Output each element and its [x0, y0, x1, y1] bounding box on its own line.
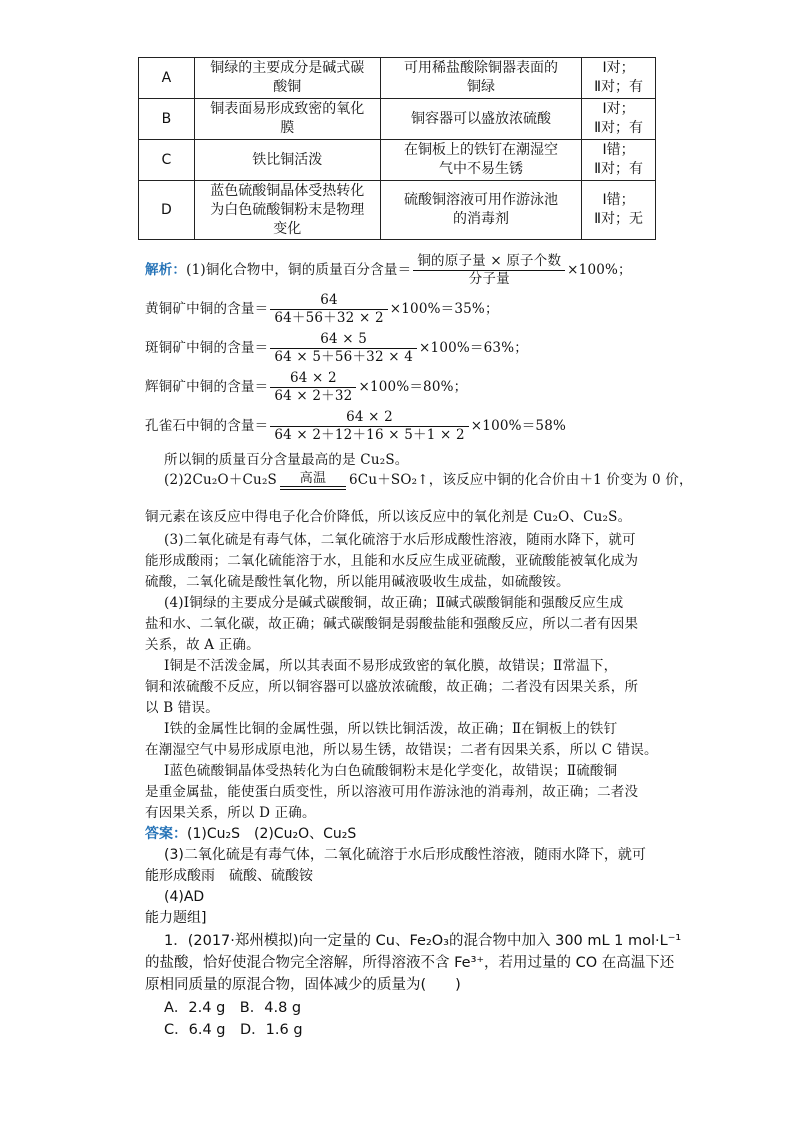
- options-table: [138, 57, 656, 240]
- row-label: B: [139, 99, 195, 140]
- judgement: Ⅰ错； Ⅱ对；无: [582, 181, 656, 240]
- row-label: D: [139, 181, 195, 240]
- fraction: $\frac{64 \times 2}{64 \times 2+32}$: [270, 370, 356, 405]
- analysis-line-6: 所以铜的质量百分含量最高的是 Cu₂S。: [164, 452, 409, 468]
- analysis-line-4: 辉铜矿中铜的含量＝ $\frac{64 \times 2}{64 \times 2+32}$ ×100%＝80%；: [145, 370, 468, 404]
- table-row: [139, 99, 656, 140]
- analysis-line-18: Ⅰ铁的金属性比铜的金属性强，所以铁比铜活泼，故正确；Ⅱ在铜板上的铁钉: [164, 721, 618, 737]
- analysis-line-22: 有因果关系，所以 D 正确。: [145, 805, 316, 821]
- analysis-line-15: Ⅰ铜是不活泼金属，所以其表面不易形成致密的氧化膜，故错误；Ⅱ常温下，: [164, 658, 618, 674]
- table-row: [139, 181, 656, 240]
- analysis-line-16: 铜和浓硫酸不反应，所以铜容器可以盛放浓硫酸，故正确；二者没有因果关系，所: [145, 679, 639, 695]
- statement-one: 铜绿的主要成分是碱式碳 酸铜: [194, 58, 380, 99]
- statement-two: 在铜板上的铁钉在潮湿空 气中不易生锈: [380, 140, 581, 181]
- analysis-line-2: 黄铜矿中铜的含量＝ $\frac{64}{64+56+32 \times 2}$ ×100%＝35%；: [145, 292, 499, 326]
- answer-options-1: A．2.4 g B．4.8 g: [164, 1000, 302, 1016]
- analysis-line-3: 斑铜矿中铜的含量＝ $\frac{64 \times 5}{64 \times 5+56+32 \times 4}$ ×100%＝63%；: [145, 331, 528, 365]
- analysis-line-1: 解析：(1)铜化合物中，铜的质量百分含量＝ $\frac{\text{铜的原子量 × 原子个数}}{\text{分子量}}$ ×100%；: [145, 253, 632, 287]
- reaction-condition: 高温: [280, 472, 346, 490]
- judgement: Ⅰ对； Ⅱ对；有: [582, 58, 656, 99]
- analysis-line-10: 能形成酸雨；二氧化硫能溶于水，且能和水反应生成亚硫酸，亚硫酸能被氧化成为: [145, 553, 639, 569]
- answer-label: 答案：: [145, 826, 187, 842]
- answer-line-4: (4)AD: [164, 889, 205, 905]
- analysis-line-9: (3)二氧化硫是有毒气体，二氧化硫溶于水后形成酸性溶液，随雨水降下，就可: [164, 532, 636, 548]
- statement-two: 硫酸铜溶液可用作游泳池 的消毒剂: [380, 181, 581, 240]
- analysis-line-8: 铜元素在该反应中得电子化合价降低，所以该反应中的氧化剂是 Cu₂O、Cu₂S。: [145, 509, 632, 525]
- judgement: Ⅰ错； Ⅱ对；有: [582, 140, 656, 181]
- question-line-3: 原相同质量的原混合物，固体减少的质量为( ): [145, 977, 461, 993]
- question-line-2: 的盐酸，恰好使混合物完全溶解，所得溶液不含 Fe³⁺，若用过量的 CO 在高温下还: [145, 955, 675, 971]
- analysis-line-5: 孔雀石中铜的含量＝ $\frac{64 \times 2}{64 \times 2+12+16 \times 5+1 \times 2}$ ×100%＝58%: [145, 409, 567, 443]
- statement-one: 蓝色硫酸铜晶体受热转化 为白色硫酸铜粉末是物理 变化: [194, 181, 380, 240]
- analysis-line-21: 是重金属盐，能使蛋白质变性，所以溶液可用作游泳池的消毒剂，故正确；二者没: [145, 784, 639, 800]
- statement-one: 铜表面易形成致密的氧化 膜: [194, 99, 380, 140]
- answer-options-2: C．6.4 g D．1.6 g: [164, 1022, 303, 1038]
- analysis-line-17: 以 B 错误。: [145, 700, 219, 716]
- analysis-line-20: Ⅰ蓝色硫酸铜晶体受热转化为白色硫酸铜粉末是化学变化，故错误；Ⅱ硫酸铜: [164, 763, 618, 779]
- question-line-1: 1．(2017·郑州模拟)向一定量的 Cu、Fe₂O₃的混合物中加入 300 mL 1 mol·L⁻¹: [164, 933, 682, 949]
- analysis-line-11: 硫酸，二氧化硫是酸性氧化物，所以能用碱液吸收生成盐，如硫酸铵。: [145, 574, 570, 590]
- table-row: [139, 58, 656, 99]
- statement-two: 可用稀盐酸除铜器表面的 铜绿: [380, 58, 581, 99]
- statement-one: 铁比铜活泼: [194, 140, 380, 181]
- answer-line-3: 能形成酸雨 硫酸、硫酸铵: [145, 868, 313, 884]
- fraction: $\frac{64 \times 5}{64 \times 5+56+32 \times 4}$: [270, 331, 417, 366]
- fraction: $\frac{\text{铜的原子量 × 原子个数}}{\text{分子量}}$: [413, 253, 565, 288]
- analysis-line-14: 关系，故 A 正确。: [145, 637, 260, 653]
- fraction: $\frac{64}{64+56+32 \times 2}$: [270, 292, 387, 327]
- row-label: A: [139, 58, 195, 99]
- answer-line-1: 答案：(1)Cu₂S (2)Cu₂O、Cu₂S: [145, 826, 357, 842]
- statement-two: 铜容器可以盛放浓硫酸: [380, 99, 581, 140]
- section-title: 能力题组]: [145, 910, 207, 926]
- answer-line-2: (3)二氧化硫是有毒气体，二氧化硫溶于水后形成酸性溶液，随雨水降下，就可: [164, 847, 646, 863]
- table-row: [139, 140, 656, 181]
- row-label: C: [139, 140, 195, 181]
- analysis-line-7: (2)2Cu₂O＋Cu₂S 高温 6Cu＋SO₂↑，该反应中铜的化合价由＋1 价变为 0 价，: [164, 470, 693, 488]
- analysis-line-19: 在潮湿空气中易形成原电池，所以易生锈，故错误；二者有因果关系，所以 C 错误。: [145, 742, 658, 758]
- analysis-line-12: (4)Ⅰ铜绿的主要成分是碱式碳酸铜，故正确；Ⅱ碱式碳酸铜能和强酸反应生成: [164, 595, 624, 611]
- fraction: $\frac{64 \times 2}{64 \times 2+12+16 \times 5+1 \times 2}$: [270, 409, 468, 444]
- analysis-line-13: 盐和水、二氧化碳，故正确；碱式碳酸铜是弱酸盐能和强酸反应，所以二者有因果: [145, 616, 639, 632]
- judgement: Ⅰ对； Ⅱ对；有: [582, 99, 656, 140]
- analysis-label: 解析：: [145, 262, 187, 278]
